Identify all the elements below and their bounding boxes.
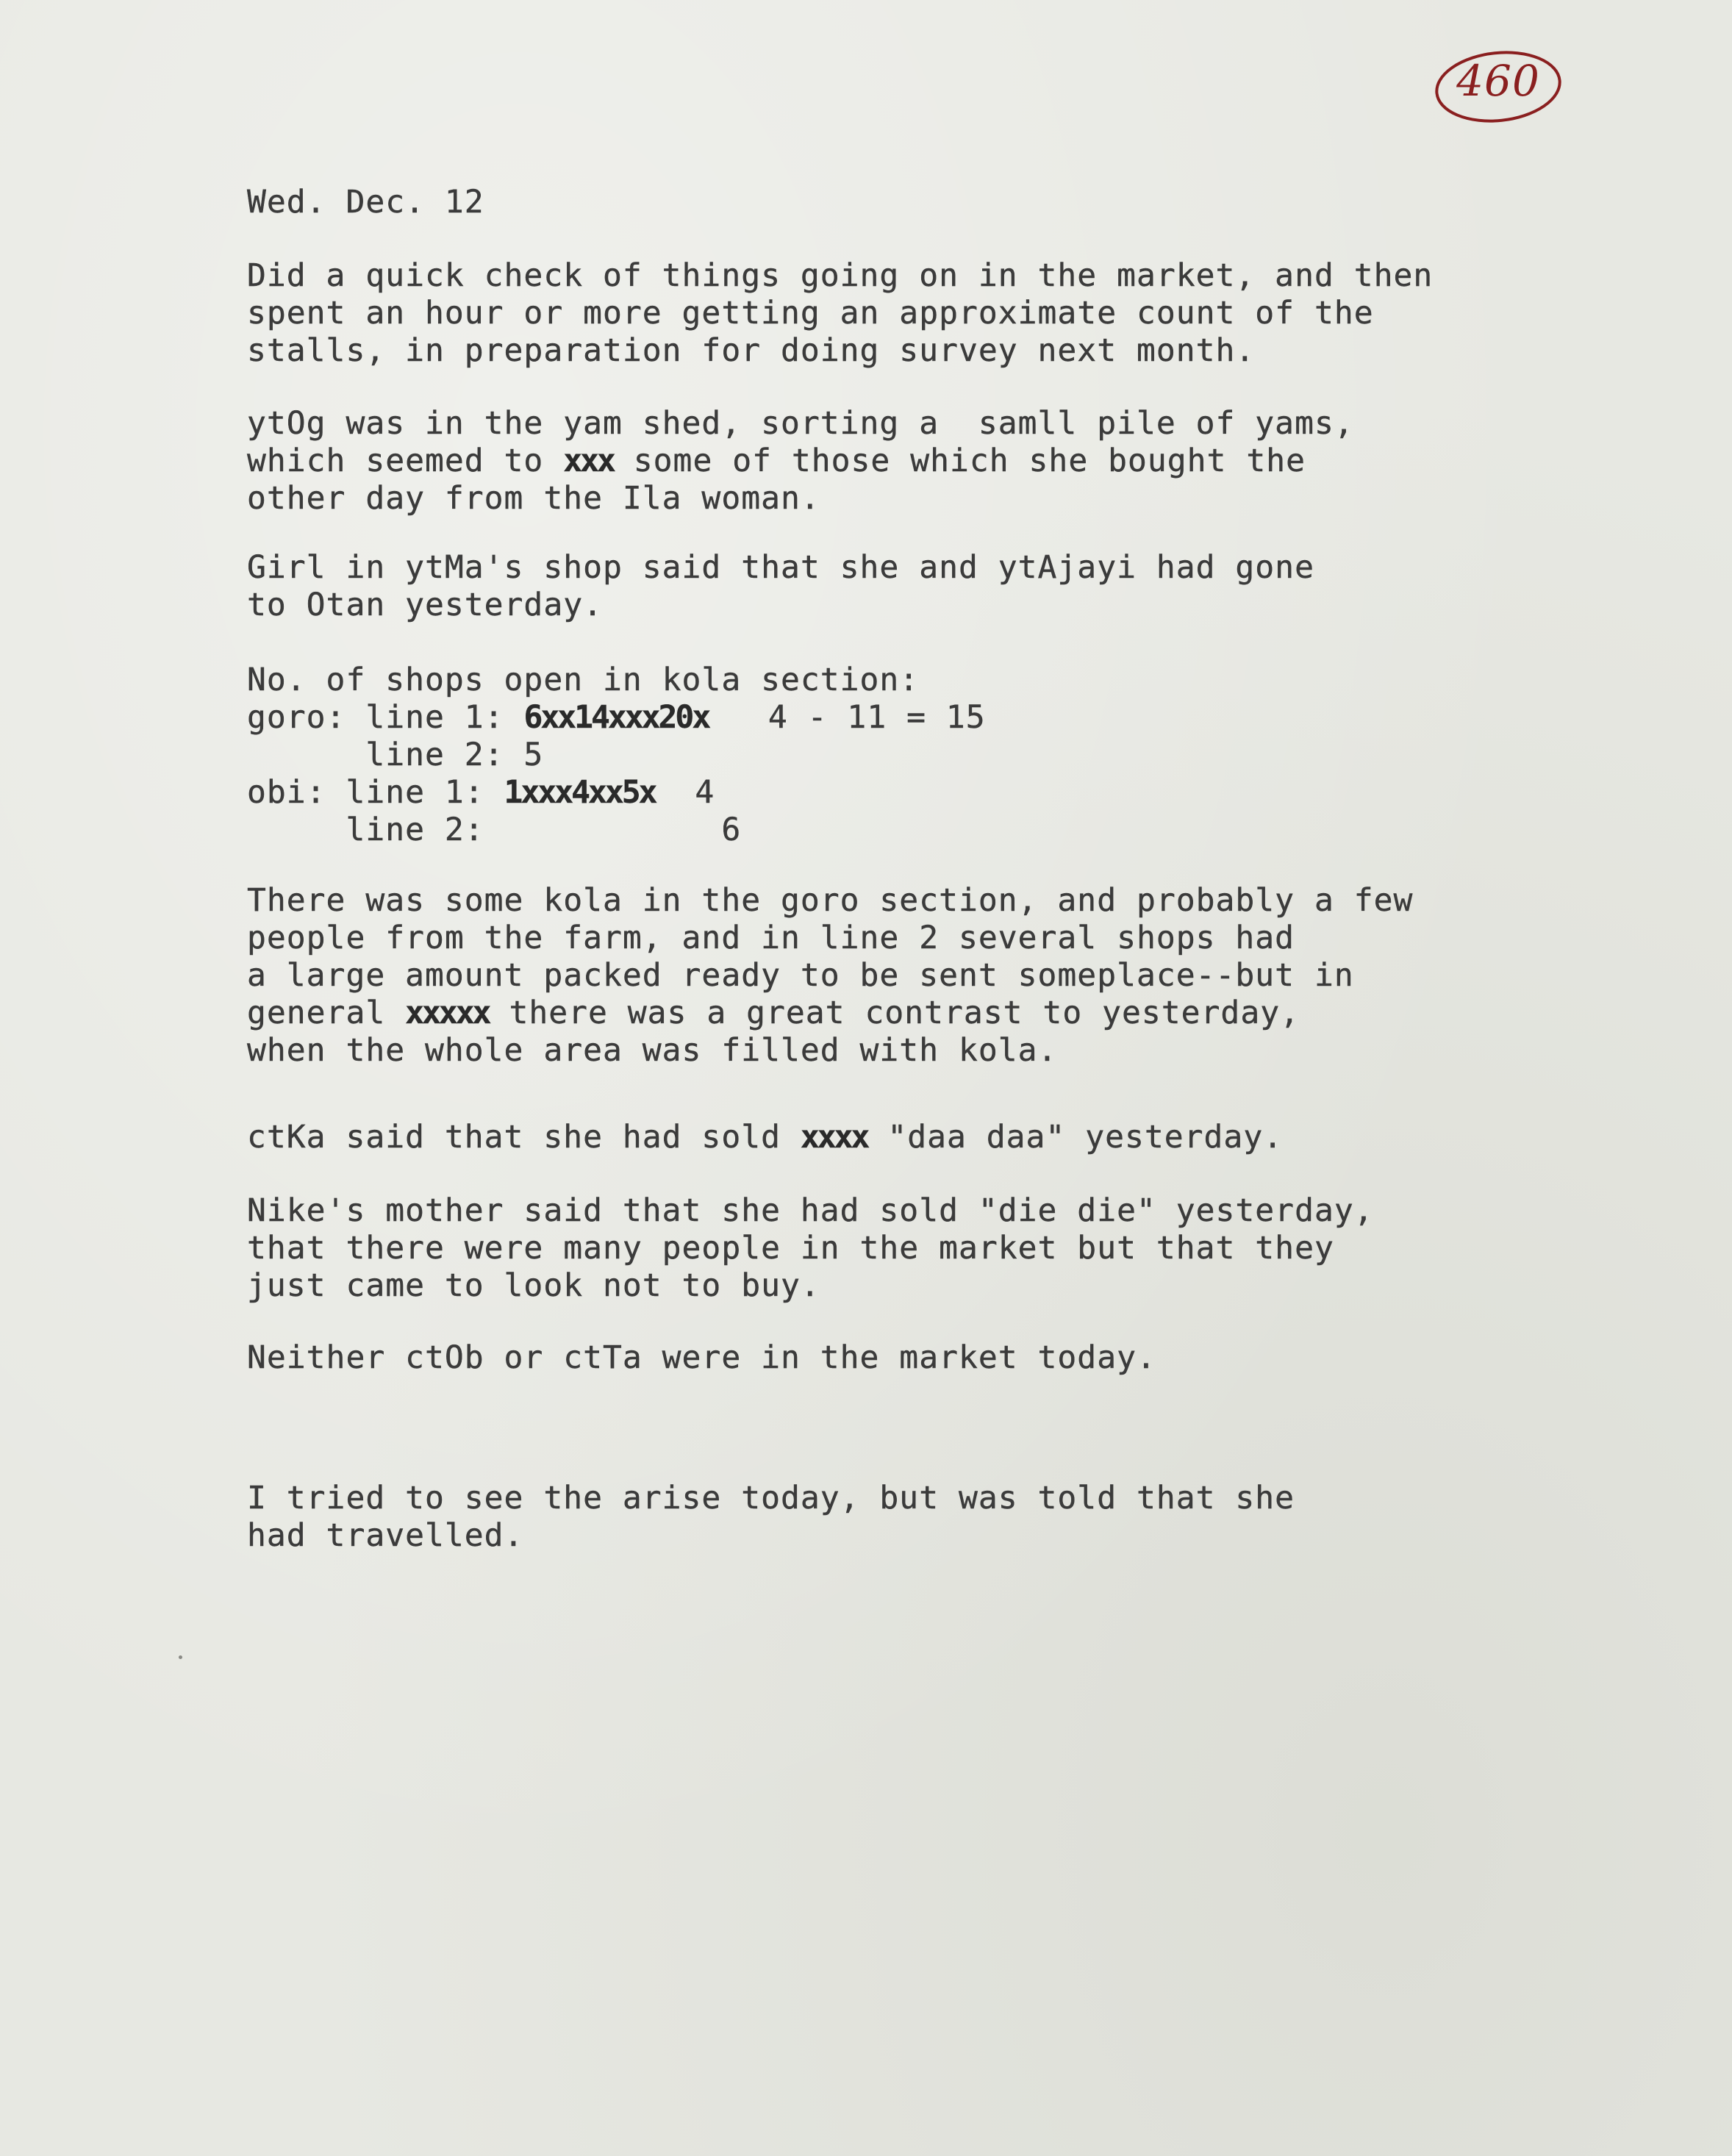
- struck-out-word: xxxx: [800, 1119, 868, 1156]
- p4-line-2: people from the farm, and in line 2 several shops had: [247, 920, 1295, 956]
- goro-line-1: [247, 699, 986, 737]
- p3-line-2: to Otan yesterday.: [247, 587, 603, 623]
- goro-line-2: line 2: 5: [247, 737, 544, 773]
- p1-line-2: spent an hour or more getting an approximate count of the: [247, 295, 1374, 332]
- p4-line-4-start: general: [247, 995, 406, 1031]
- obi-line-1: [247, 774, 715, 812]
- obi-line-1-label: obi: line 1:: [247, 774, 504, 811]
- p3-line-1: Girl in ytMa's shop said that she and ytAjayi had gone: [247, 549, 1314, 586]
- kola-header: No. of shops open in kola section:: [247, 662, 920, 698]
- struck-out-word: xxxxx: [405, 995, 490, 1031]
- p4-line-4-end: there was a great contrast to yesterday,: [489, 995, 1300, 1031]
- p4-line-4: [247, 995, 1300, 1032]
- p7-line-1: Neither ctOb or ctTa were in the market today.: [247, 1339, 1156, 1376]
- p2-line-2: [247, 443, 1306, 480]
- p6-line-2: that there were many people in the market but that they: [247, 1230, 1334, 1267]
- p4-line-3: a large amount packed ready to be sent someplace--but in: [247, 957, 1354, 994]
- p1-line-1: Did a quick check of things going on in the market, and then: [247, 257, 1434, 294]
- p1-line-3: stalls, in preparation for doing survey next month.: [247, 332, 1256, 369]
- p5-line-1-end: "daa daa" yesterday.: [867, 1119, 1284, 1156]
- page-number: 460: [1456, 56, 1540, 106]
- goro-line-1-label: goro: line 1:: [247, 699, 524, 736]
- page-number-stamp: [1432, 46, 1564, 126]
- paper-speck: [179, 1655, 182, 1659]
- p6-line-1: Nike's mother said that she had sold "die die" yesterday,: [247, 1192, 1374, 1229]
- p5-line-1-start: ctKa said that she had sold: [247, 1119, 801, 1156]
- p4-line-1: There was some kola in the goro section, and probably a few: [247, 882, 1414, 919]
- p6-line-3: just came to look not to buy.: [247, 1267, 820, 1304]
- date-line: Wed. Dec. 12: [247, 184, 484, 221]
- p2-line-2-start: which seemed to: [247, 443, 564, 479]
- p4-line-5: when the whole area was filled with kola.: [247, 1032, 1058, 1069]
- p2-line-1: ytOg was in the yam shed, sorting a samll pile of yams,: [247, 405, 1354, 442]
- p2-line-3: other day from the Ila woman.: [247, 480, 820, 517]
- goro-line-1-value: 4 - 11 = 15: [709, 699, 986, 736]
- struck-out-word: xxx: [563, 443, 614, 479]
- obi-struck-out-counts: 1xxx4xx5x: [504, 774, 656, 811]
- obi-line-2: line 2: 6: [247, 812, 742, 848]
- p2-line-2-end: some of those which she bought the: [613, 443, 1306, 479]
- p8-line-2: had travelled.: [247, 1517, 524, 1554]
- p5-line-1: [247, 1119, 1283, 1156]
- p8-line-1: I tried to see the arise today, but was told that she: [247, 1480, 1295, 1516]
- goro-struck-out-counts: 6xx14xxx20x: [523, 699, 709, 736]
- obi-line-1-value: 4: [655, 774, 715, 811]
